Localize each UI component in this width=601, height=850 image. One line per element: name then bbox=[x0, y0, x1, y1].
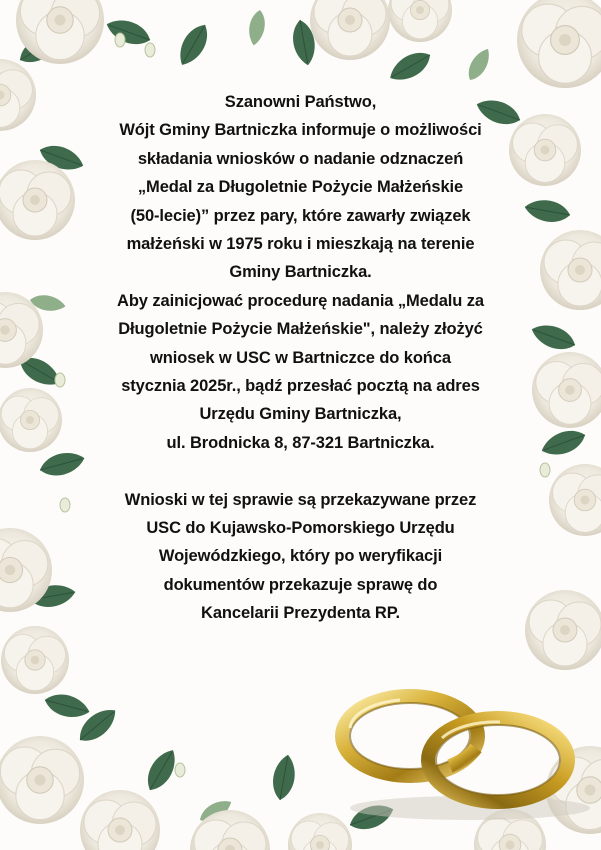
notice-line: dokumentów przekazuje sprawę do bbox=[163, 575, 438, 594]
notice-line: Wójt Gminy Bartniczka informuje o możliwości bbox=[119, 121, 482, 140]
greeting: Szanowni Państwo, bbox=[224, 93, 377, 111]
notice-line: Urzędu Gminy Bartniczka, bbox=[199, 405, 402, 424]
notice-line: (50-lecie)” przez pary, które zawarły związek bbox=[130, 206, 471, 225]
notice-text bbox=[90, 88, 511, 628]
notice-line: stycznia 2025r., bądź przesłać pocztą na adres bbox=[121, 377, 480, 396]
notice-line: Aby zainicjować procedurę nadania „Medalu za bbox=[117, 291, 484, 310]
notice-line: Kancelarii Prezydenta RP. bbox=[201, 604, 400, 623]
notice-line: składania wniosków o nadanie odznaczeń bbox=[137, 149, 464, 168]
notice-line: Długoletnie Pożycie Małżeńskie", należy złożyć bbox=[118, 320, 483, 339]
notice-line: Gminy Bartniczka. bbox=[229, 263, 372, 282]
notice-line: małżeński w 1975 roku i mieszkają na terenie bbox=[126, 235, 475, 254]
notice-line: „Medal za Długoletnie Pożycie Małżeńskie bbox=[137, 178, 464, 197]
notice-line: USC do Kujawsko-Pomorskiego Urzędu bbox=[146, 519, 455, 538]
wedding-rings-icon bbox=[330, 678, 600, 828]
address-line: ul. Brodnicka 8, 87-321 Bartniczka. bbox=[166, 433, 435, 452]
notice-line: Wnioski w tej sprawie są przekazywane przez bbox=[124, 490, 477, 509]
notice-line: Wojewódzkiego, który po weryfikacji bbox=[158, 547, 443, 566]
notice-line: wniosek w USC w Bartniczce do końca bbox=[150, 348, 451, 367]
paragraph-gap bbox=[90, 457, 511, 485]
